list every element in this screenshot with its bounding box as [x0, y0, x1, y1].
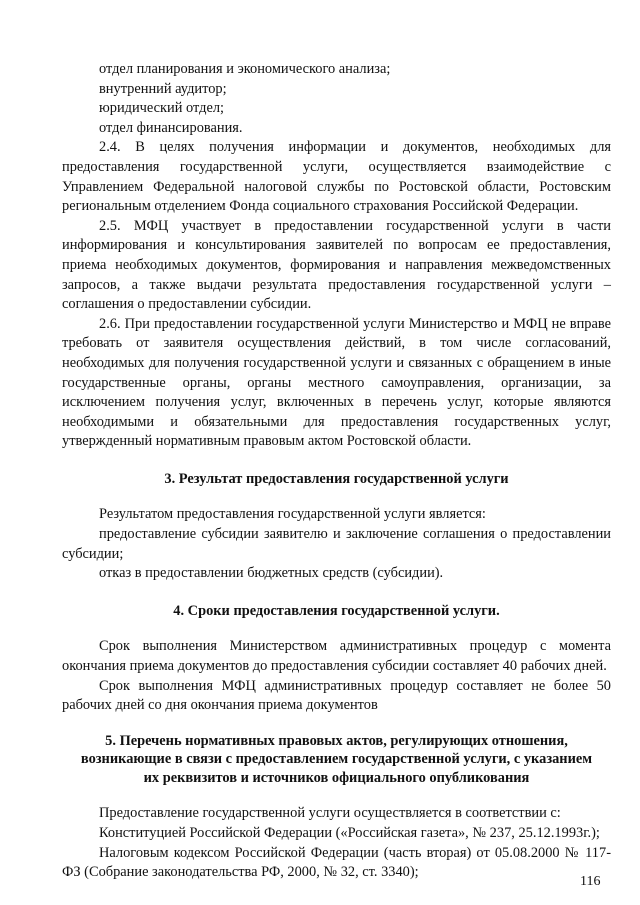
section-5-paragraph: Предоставление государственной услуги осуществляется в соответствии с: — [99, 805, 561, 822]
section-3-paragraph: отказ в предоставлении бюджетных средств (субсидии). — [99, 565, 444, 582]
department-list — [62, 60, 611, 138]
paragraph-2-5: 2.5. МФЦ участвует в предоставлении государственной услуги в части информирования и консультирования заявителей по вопросам ее предоставления, приема необходимых документов, формирования и направления межведомственных запросов, а также выдачи результата предоставления государственной услуги – соглашения о предоставлении субсидии. — [62, 217, 611, 313]
section-3-heading: 3. Результат предоставления государственной услуги — [164, 470, 509, 487]
section-4-paragraph: Срок выполнения МФЦ административных процедур составляет не более 50 рабочих дней со дня окончания приема документов — [62, 677, 611, 714]
section-3-paragraph: предоставление субсидии заявителю и заключение соглашения о предоставлении субсидии; — [62, 526, 611, 562]
section-5-paragraph: Конституцией Российской Федерации («Российская газета», № 237, 25.12.1993г.); — [99, 824, 600, 841]
list-item: юридический отдел; — [99, 100, 225, 117]
section-4-paragraph: Срок выполнения Министерством административных процедур с момента окончания приема документов до предоставления субсидии составляет 40 рабочих дней. — [62, 638, 611, 675]
list-item: отдел финансирования. — [99, 119, 243, 136]
page-number: 116 — [580, 874, 601, 889]
list-item: внутренний аудитор; — [99, 80, 227, 97]
list-item: отдел планирования и экономического анализа; — [99, 61, 391, 77]
paragraph-2-4: 2.4. В целях получения информации и документов, необходимых для предоставления государственной услуги, осуществляется взаимодействие с Управлением Федеральной налоговой службы по Ростовской области, Ростовским региональным отделением Фонда социального страхования Российской Федерации. — [62, 139, 611, 215]
paragraph-2-6: 2.6. При предоставлении государственной услуги Министерство и МФЦ не вправе требовать от заявителя осуществления действий, в том числе согласований, необходимых для получения государственной услуги и связанных с обращением в иные государственные органы, органы местного самоуправления, организации, за исключением получения услуг, включенных в перечень услуг, которые являются необходимыми и обязательными для предоставления государственных услуг, утвержденный нормативным правовым актом Ростовской области. — [62, 315, 611, 450]
section-5-heading-line: возникающие в связи с предоставлением государственной услуги, с указанием — [80, 751, 593, 768]
section-5-heading-line: их реквизитов и источников официального опубликования — [143, 769, 530, 786]
section-4-heading: 4. Сроки предоставления государственной услуги. — [173, 602, 500, 619]
document-page — [62, 60, 611, 883]
section-3-paragraph: Результатом предоставления государственной услуги является: — [99, 506, 486, 523]
section-5-heading — [62, 732, 611, 788]
section-5-paragraph: Налоговым кодексом Российской Федерации (часть вторая) от 05.08.2000 № 117-ФЗ (Собрание законодательства РФ, 2000, № 32, ст. 3340); — [62, 844, 611, 881]
section-5-heading-line: 5. Перечень нормативных правовых актов, регулирующих отношения, — [105, 732, 568, 749]
